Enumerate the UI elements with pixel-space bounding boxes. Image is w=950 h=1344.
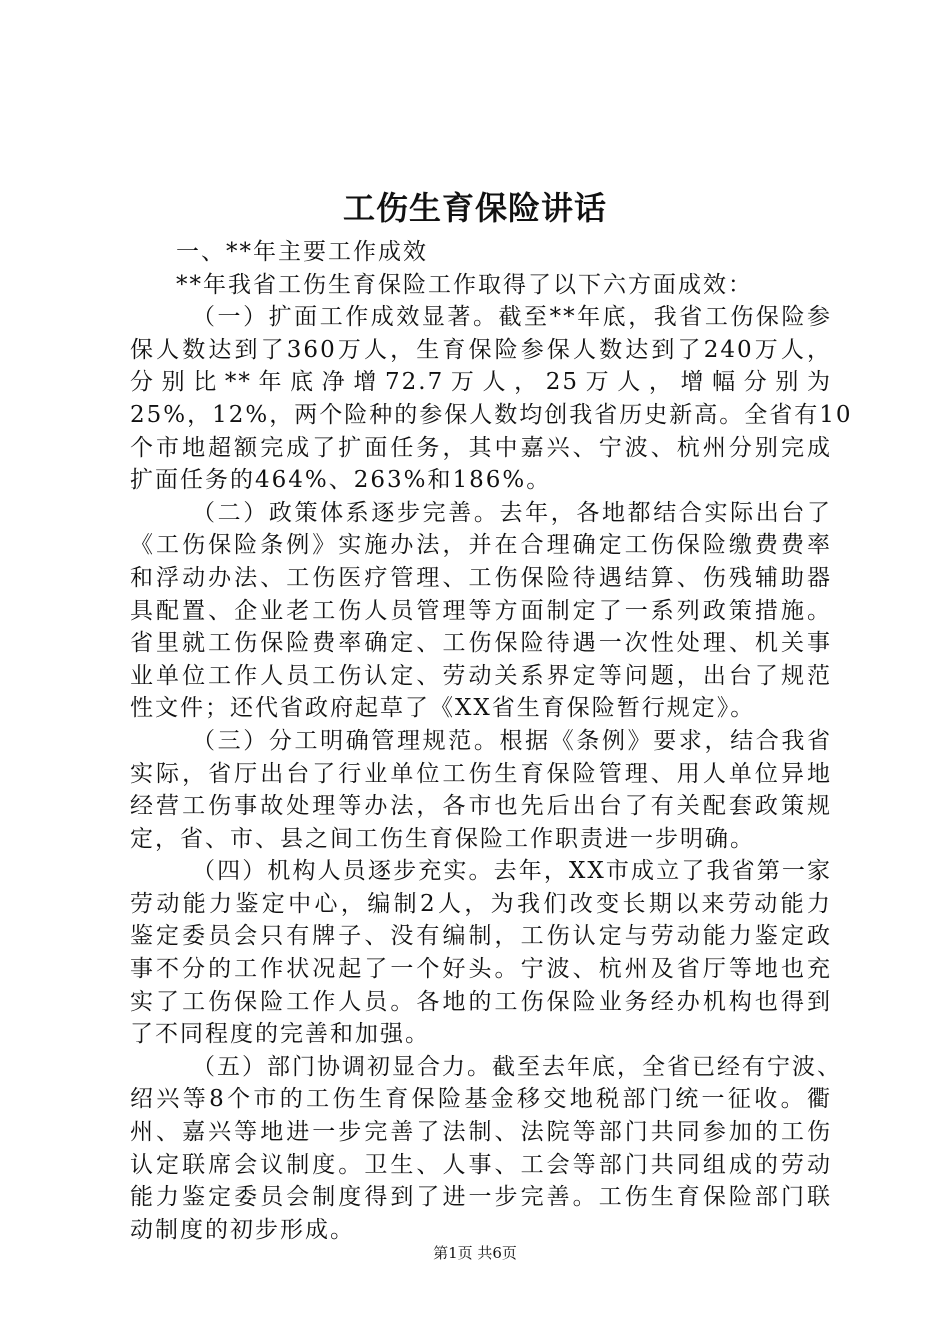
intro-line: **年我省工伤生育保险工作取得了以下六方面成效： — [176, 271, 753, 298]
document-body — [130, 236, 853, 1246]
paragraph-2-line: 业单位工作人员工伤认定、劳动关系界定等问题，出台了规范 — [130, 662, 832, 689]
paragraph-3-line: （三）分工明确管理规范。根据《条例》要求，结合我省 — [192, 727, 832, 754]
paragraph-4-line: （四）机构人员逐步充实。去年，XX市成立了我省第一家 — [192, 858, 832, 885]
paragraph-4-line: 了不同程度的完善和加强。 — [130, 1021, 430, 1048]
paragraph-1-line: 扩面任务的464%、263%和186%。 — [130, 467, 552, 494]
paragraph-5-line: 动制度的初步形成。 — [130, 1216, 355, 1243]
paragraph-4-line: 实了工伤保险工作人员。各地的工伤保险业务经办机构也得到 — [130, 988, 832, 1015]
paragraph-5-line: 绍兴等8个市的工伤生育保险基金移交地税部门统一征收。衢 — [130, 1086, 832, 1113]
paragraph-4-line: 劳动能力鉴定中心，编制2人，为我们改变长期以来劳动能力 — [130, 890, 832, 917]
paragraph-4-line: 事不分的工作状况起了一个好头。宁波、杭州及省厅等地也充 — [130, 956, 832, 983]
paragraph-2-line: 和浮动办法、工伤医疗管理、工伤保险待遇结算、伤残辅助器 — [130, 564, 832, 591]
paragraph-1-line: 个市地超额完成了扩面任务，其中嘉兴、宁波、杭州分别完成 — [130, 434, 832, 461]
paragraph-2-line: 《工伤保险条例》实施办法，并在合理确定工伤保险缴费费率 — [130, 532, 832, 559]
paragraph-5-line: 州、嘉兴等地进一步完善了法制、法院等部门共同参加的工伤 — [130, 1119, 832, 1146]
page-number-footer: 第1页 共6页 — [433, 1244, 517, 1262]
paragraph-2-line: （二）政策体系逐步完善。去年，各地都结合实际出台了 — [192, 499, 832, 526]
paragraph-1-line: 分别比**年底净增72.7万人，25万人，增幅分别为 — [130, 369, 832, 396]
paragraph-5-line: 能力鉴定委员会制度得到了进一步完善。工伤生育保险部门联 — [130, 1184, 832, 1211]
paragraph-1-line: （一）扩面工作成效显著。截至**年底，我省工伤保险参 — [192, 304, 832, 331]
paragraph-2-line: 性文件；还代省政府起草了《XX省生育保险暂行规定》。 — [130, 695, 756, 722]
paragraph-3-line: 定，省、市、县之间工伤生育保险工作职责进一步明确。 — [130, 825, 755, 852]
paragraph-2-line: 省里就工伤保险费率确定、工伤保险待遇一次性处理、机关事 — [130, 630, 832, 657]
paragraph-4-line: 鉴定委员会只有牌子、没有编制，工伤认定与劳动能力鉴定政 — [130, 923, 832, 950]
paragraph-2-line: 具配置、企业老工伤人员管理等方面制定了一系列政策措施。 — [130, 597, 832, 624]
document-title: 工伤生育保险讲话 — [342, 189, 607, 227]
paragraph-5-line: （五）部门协调初显合力。截至去年底，全省已经有宁波、 — [192, 1053, 842, 1080]
paragraph-5-line: 认定联席会议制度。卫生、人事、工会等部门共同组成的劳动 — [130, 1151, 832, 1178]
paragraph-3-line: 经营工伤事故处理等办法，各市也先后出台了有关配套政策规 — [130, 793, 832, 820]
paragraph-1-line: 25%，12%，两个险种的参保人数均创我省历史新高。全省有10 — [130, 401, 853, 428]
section-heading: 一、**年主要工作成效 — [176, 239, 428, 265]
paragraph-3-line: 实际，省厅出台了行业单位工伤生育保险管理、用人单位异地 — [130, 760, 832, 787]
paragraph-1-line: 保人数达到了360万人，生育保险参保人数达到了240万人， — [130, 336, 832, 363]
